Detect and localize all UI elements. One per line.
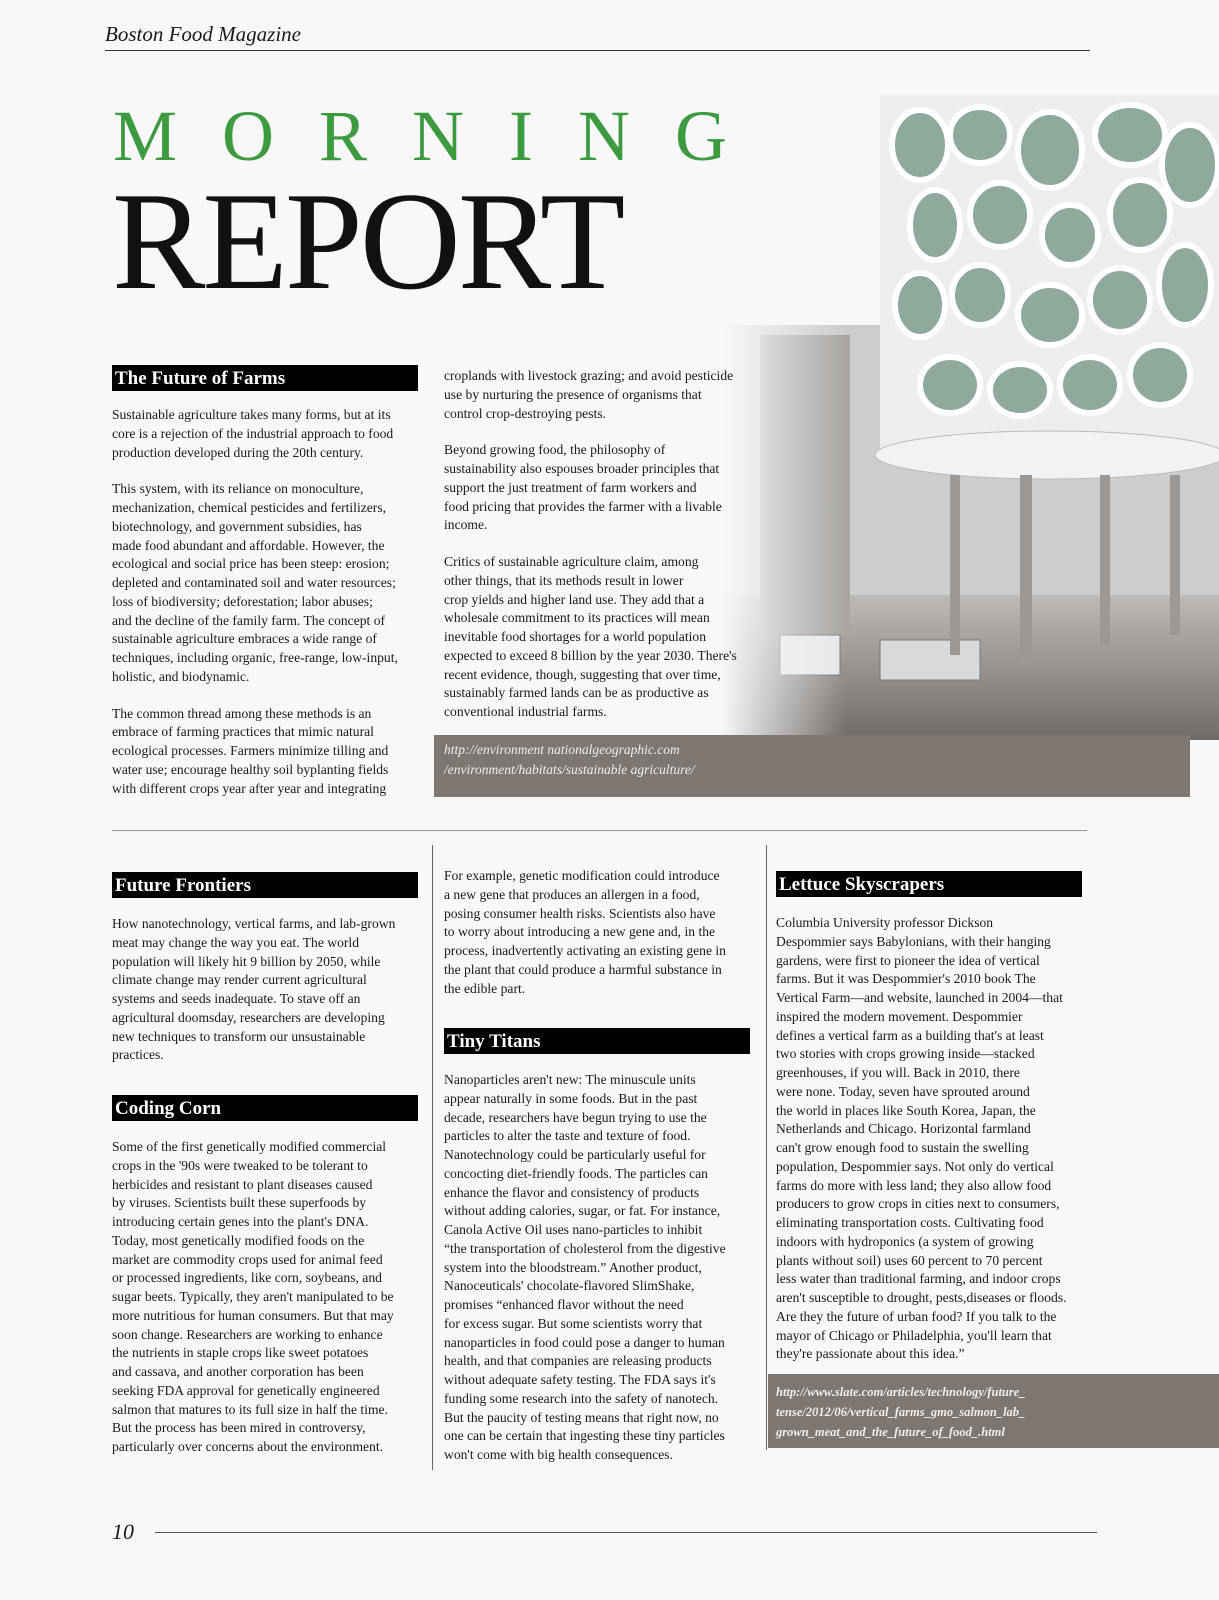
- vertical-farm-photo: [720, 95, 1219, 740]
- title-morning: MORNING: [113, 96, 773, 176]
- title-report: REPORT: [112, 164, 623, 319]
- future-frontiers-text: How nanotechnology, vertical farms, and lab-grown meat may change the way you eat. The world population will likely hit 9 billion by 2050, while climate change may render current agricultural systems and seeds inadequate. To stave off an agricultural doomsday, researchers are developing new techniques to transform our unsustainable practices.: [112, 916, 396, 1063]
- section-heading-future-frontiers: Future Frontiers: [112, 872, 418, 898]
- tiny-titans-text: Nanoparticles aren't new: The minuscule units appear naturally in some foods. But in the past decade, researchers have begun trying to use the particles to alter the taste and texture of food. Nanotechnology could be particularly useful for concocting diet-friendly foods. The particles can enhance the flavor and consistency of products without adding calories, sugar, or fat. For instance, Canola Active Oil uses nano-particles to inhibit “the transportation of cholesterol from the digestive system into the bloodstream.” Another product, Nanoceuticals' chocolate-flavored SlimShake, promises “enhanced flavor without the need for excess sugar. But some scientists worry that nanoparticles in food could pose a danger to human health, and that companies are releasing products without adequate safety testing. The FDA says it's funding some research into the safety of nanotech. But the paucity of testing means that right now, no one can be certain that ingesting these tiny particles won't come with big health consequences.: [444, 1072, 726, 1462]
- section-heading-coding-corn: Coding Corn: [112, 1095, 418, 1121]
- paragraph: croplands with livestock grazing; and avoid pesticide use by nurturing the presence of organisms that control crop-destroying pests.: [444, 368, 734, 421]
- future-of-farms-col1: [112, 406, 427, 798]
- section-heading-future-of-farms: The Future of Farms: [112, 365, 418, 391]
- paragraph: Critics of sustainable agriculture claim, among other things, that its methods result in lower crop yields and higher land use. They add that a wholesale commitment to its practices will mean inevitable food shortages for a world population expected to exceed 8 billion by the year 2030. There's recent evidence, though, suggesting that over time, sustainably farmed lands can be as productive as conventional industrial farms.: [444, 554, 737, 719]
- future-of-farms-col2: [444, 367, 774, 722]
- paragraph: Sustainable agriculture takes many forms, but at its core is a rejection of the industrial approach to food production developed during the 20th century.: [112, 407, 394, 460]
- column-divider: [432, 845, 433, 1470]
- section-heading-tiny-titans: Tiny Titans: [444, 1028, 750, 1054]
- paragraph: The common thread among these methods is an embrace of farming practices that mimic natural ecological processes. Farmers minimize tilling and water use; encourage healthy soil byplanting fields with different crops year after year and integrating: [112, 705, 389, 796]
- magazine-name: Boston Food Magazine: [105, 22, 301, 46]
- lettuce-skyscrapers-text: Columbia University professor Dickson Despommier says Babylonians, with their hanging gardens, were first to pioneer the idea of vertical farms. But it was Despommier's 2010 book The Vertical Farm—and website, launched in 2004—that inspired the modern movement. Despommier defines a vertical farm as a building that's at least two stories with crops growing inside—stacked greenhouses, if you will. Back in 2010, there were none. Today, seven have sprouted around the world in places like South Korea, Japan, the Netherlands and Chicago. Horizontal farmland can't grow enough food to sustain the swelling population, Despommier says. Not only do vertical farms do more with less land; they also allow food producers to grow crops in cities next to consumers, eliminating transportation costs. Cultivating food indoors with hydroponics (a system of growing plants without soil) uses 60 percent to 70 percent less water than traditional farming, and indoor crops aren't susceptible to drought, pests,diseases or floods. Are they the future of urban food? If you talk to the mayor of Chicago or Philadelphia, you'll learn that they're passionate about this idea.”: [776, 915, 1067, 1362]
- paragraph: Beyond growing food, the philosophy of sustainability also espouses broader principles that support the just treatment of farm workers and food pricing that provides the farmer with a livable income.: [444, 442, 722, 533]
- section-heading-lettuce-skyscrapers: Lettuce Skyscrapers: [776, 871, 1082, 897]
- coding-corn-continued-text: For example, genetic modification could introduce a new gene that produces an allergen in a food, posing consumer health risks. Scientists also have to worry about introducing a new gene and, in the process, inadvertently activating an existing gene in the plant that could produce a harmful substance in the edible part.: [444, 868, 726, 996]
- column-divider: [766, 845, 767, 1450]
- coding-corn-text: Some of the first genetically modified commercial crops in the '90s were tweaked to be tolerant to herbicides and resistant to plant diseases caused by viruses. Scientists built these superfoods by introducing certain genes into the plant's DNA. Today, most genetically modified foods on the market are commodity crops used for animal feed or processed ingredients, like corn, soybeans, and sugar beets. Typically, they aren't manipulated to be more nutritious for human consumers. But that may soon change. Researchers are working to enhance the nutrients in staple crops like sweet potatoes and cassava, and another corporation has been seeking FDA approval for genetically engineered salmon that matures to its full size in half the time. But the process has been mired in controversy, particularly over concerns about the environment.: [112, 1139, 394, 1454]
- footer-rule: [155, 1532, 1097, 1533]
- section-divider: [112, 830, 1087, 831]
- citation-link[interactable]: http://environment nationalgeographic.com /environment/habitats/sustainable agriculture/: [434, 735, 1190, 797]
- page-number: 10: [112, 1519, 134, 1544]
- paragraph: This system, with its reliance on monoculture, mechanization, chemical pesticides and fertilizers, biotechnology, and government subsidies, has made food abundant and affordable. However, the ecological and social price has been steep: erosion; depleted and contaminated soil and water resources; loss of biodiversity; deforestation; labor abuses; and the decline of the family farm. The concept of sustainable agriculture embraces a wide range of techniques, including organic, free-range, low-input, holistic, and biodynamic.: [112, 481, 398, 684]
- header-rule: [105, 50, 1090, 51]
- citation-link[interactable]: http://www.slate.com/articles/technology/future_ tense/2012/06/vertical_farms_gmo_salmon_lab_ grown_meat_and_the_future_of_food_.html: [768, 1374, 1219, 1448]
